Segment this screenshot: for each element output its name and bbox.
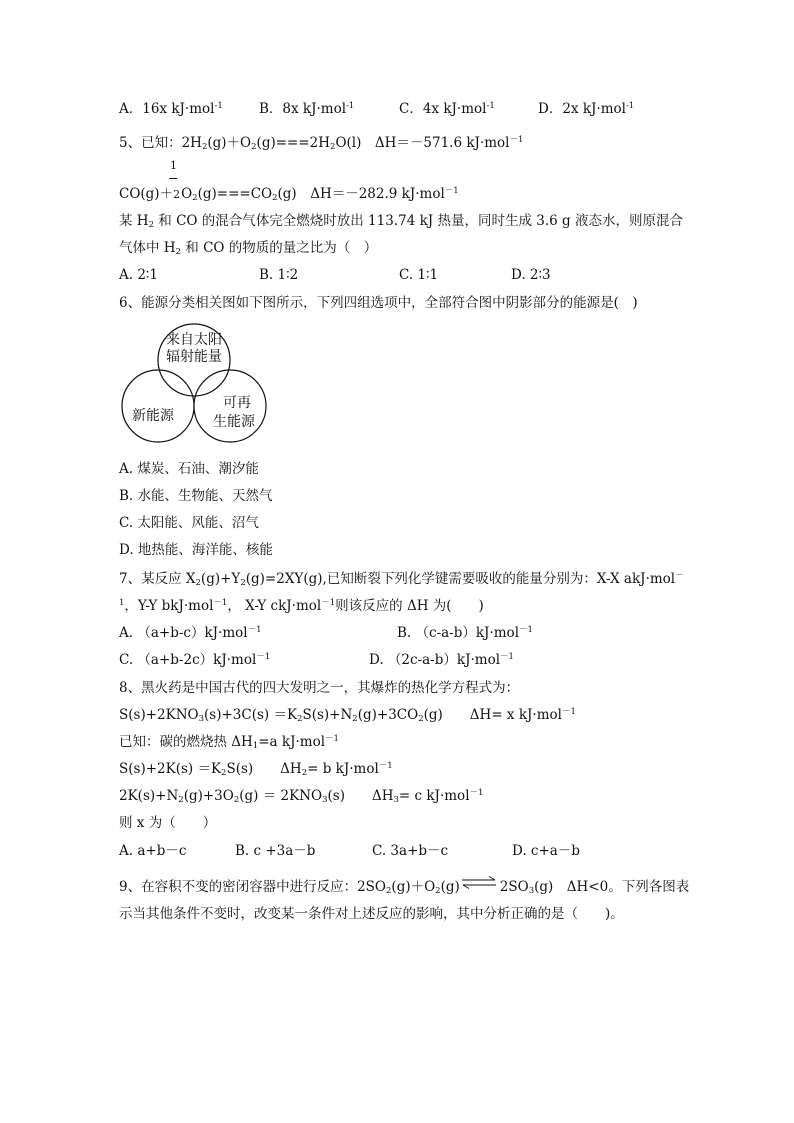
energy-venn-diagram bbox=[119, 322, 269, 447]
q9-stem-line-2: 示当其他条件不变时，改变某一条件对上述反应的影响，其中分析正确的是（ )。 bbox=[119, 906, 624, 922]
q5-text-line-1: 某 $H_2$ 和 CO 的混合气体完全燃烧时放出 113.74 kJ 热量，同时生成 3.6 g 液态水，则原混合 bbox=[119, 213, 683, 230]
venn-circle-new-energy bbox=[122, 370, 194, 442]
q8-known-carbon: 已知：碳的燃烧热 $\Delta H_1=a$ kJ·mol$^{-1}$ bbox=[119, 734, 339, 751]
q8-equation-2: $S(s)+2K(s) =K_2S(s)$ $\Delta H_2= b$ kJ·mol$^{-1}$ bbox=[119, 761, 393, 778]
reversible-arrow-icon bbox=[461, 876, 497, 890]
venn-label-renewable-2: 生能源 bbox=[213, 414, 255, 430]
q8-stem: 8、黑火药是中国古代的四大发明之一，其爆炸的热化学方程式为： bbox=[119, 680, 520, 696]
q7-option-b: B. （c-a-b）kJ·mol$^{-1}$ bbox=[397, 625, 533, 641]
q4-option-a: A．16x kJ·mol$^{-1}$ bbox=[119, 101, 223, 117]
q9-stem-line-1: 9、在容积不变的密闭容器中进行反应：$2SO_2(g)+O_2(g)$ $2SO_3(g)$ ΔH<0。下列各图表 bbox=[119, 879, 690, 896]
q8-option-a: A. a+b－c bbox=[119, 843, 187, 859]
q7-option-d: D. （2c-a-b）kJ·mol$^{-1}$ bbox=[369, 652, 514, 668]
q6-option-d: D. 地热能、海洋能、核能 bbox=[119, 542, 273, 558]
q7-stem-line-1: 7、某反应 $X_2(g)+Y_2(g)=2XY(g)$,已知断裂下列化学键需要吸收的能量分别为：X-X akJ·mol－ bbox=[119, 571, 684, 588]
q5-text-line-2: 气体中 $H_2$ 和 CO 的物质的量之比为（ ） bbox=[119, 240, 378, 257]
q8-option-c: C. 3a+b－c bbox=[372, 843, 449, 859]
venn-label-new-energy: 新能源 bbox=[132, 408, 174, 424]
q4-option-b: B．8x kJ·mol$^{-1}$ bbox=[259, 101, 355, 117]
q8-main-equation: $S(s)+2KNO_3(s)+3C(s) =K_2S(s)+N_2(g)+3CO_2(g)$ ΔH= x kJ·mol$^{-1}$ bbox=[119, 707, 576, 724]
q8-ask: 则 x 为（ ） bbox=[119, 815, 217, 831]
q5-option-c: C. 1∶1 bbox=[399, 267, 439, 283]
q5-equation-2: $CO(g)+2O_2(g)===CO_2(g)$ ΔH＝－282.9 kJ·mol$^{-1}$ bbox=[119, 186, 459, 203]
q8-option-d: D. c+a－b bbox=[512, 843, 580, 859]
q5-option-a: A. 2∶1 bbox=[119, 267, 159, 283]
q5-fraction-numerator: 1 bbox=[170, 159, 177, 172]
venn-label-solar-2: 辐射能量 bbox=[166, 349, 222, 365]
q7-option-c: C. （a+b-2c）kJ·mol$^{-1}$ bbox=[119, 652, 271, 668]
q6-option-b: B. 水能、生物能、天然气 bbox=[119, 488, 273, 504]
q5-equation-1: 5、已知：$2H_2(g)+O_2(g)===2H_2O(l)$ ΔH＝－571.6 kJ·mol$^{-1}$ bbox=[119, 135, 524, 152]
q7-stem-line-2: $^1$，Y-Y bkJ·mol$^{-1}$， X-Y ckJ·mol$^{-1}$则该反应的 ΔH 为( ) bbox=[119, 598, 484, 614]
q6-stem: 6、能源分类相关图如下图所示，下列四组选项中，全部符合图中阴影部分的能源是( ) bbox=[119, 295, 638, 311]
q8-option-b: B. c +3a－b bbox=[235, 843, 316, 859]
q7-option-a: A. （a+b-c）kJ·mol$^{-1}$ bbox=[119, 625, 262, 641]
q5-option-d: D. 2∶3 bbox=[511, 267, 551, 283]
q4-option-c: C．4x kJ·mol$^{-1}$ bbox=[399, 101, 495, 117]
venn-label-renewable-1: 可再 bbox=[223, 395, 251, 411]
q5-option-b: B. 1∶2 bbox=[259, 267, 299, 283]
q6-option-c: C. 太阳能、风能、沼气 bbox=[119, 515, 259, 531]
q4-option-d: D．2x kJ·mol$^{-1}$ bbox=[538, 101, 635, 117]
q8-equation-3: $2K(s)+N_2(g)+3O_2(g) = 2KNO_3(s)$ $\Delta H_3= c$ kJ·mol$^{-1}$ bbox=[119, 788, 484, 805]
q5-fraction-bar bbox=[169, 178, 177, 179]
q6-option-a: A. 煤炭、石油、潮汐能 bbox=[119, 461, 259, 477]
venn-label-solar-1: 来自太阳 bbox=[166, 332, 222, 348]
